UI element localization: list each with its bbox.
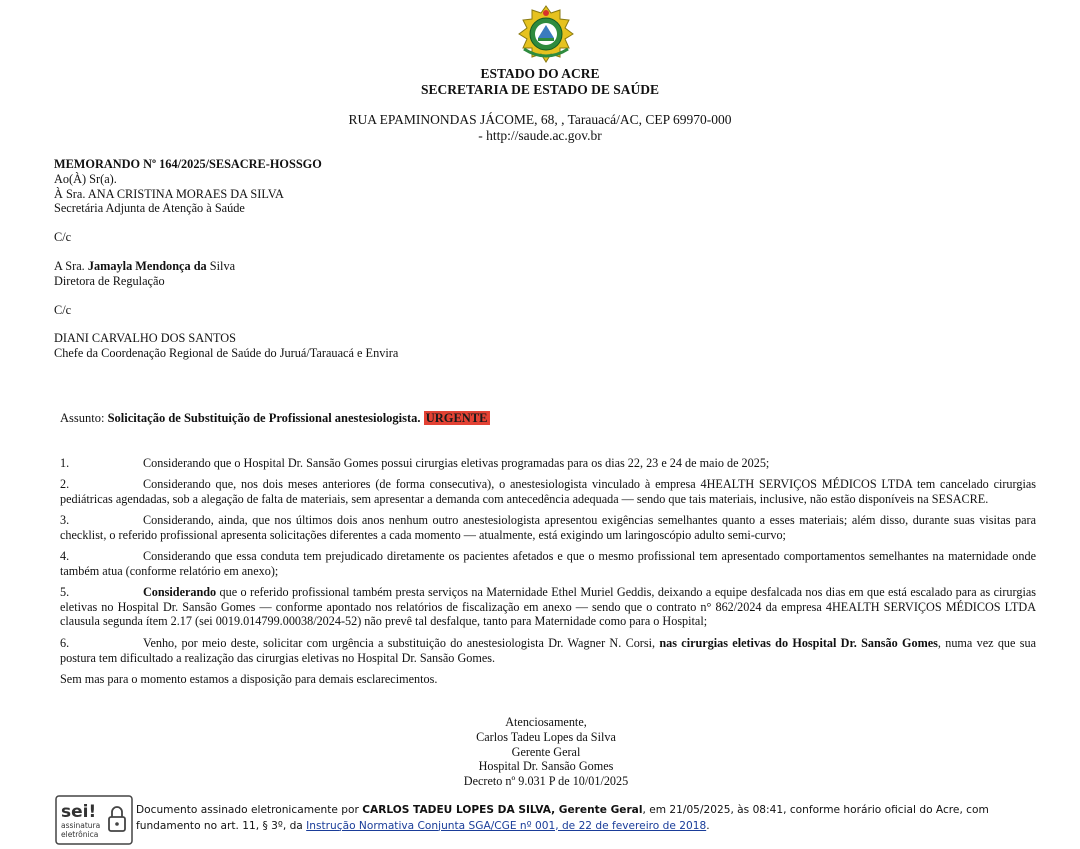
paragraph-3: 3. Considerando, ainda, que nos últimos dois anos nenhum outro anestesiologista apresentou exigências semelhantes quanto a esses materiais; além disso, durante suas visitas para checklist, o referido profissional apresenta solicitações diferentes a cada momento — atualmente, está exigindo um laringoscópio adulto semi-curvo; [60,513,1036,542]
paragraph-5: 5. Considerando que o referido profissional também presta serviços na Maternidade Ethel Muriel Geddis, deixando a equipe desfalcada nos dias em que está escalado para as cirurgias eletivas no Hospital Dr. Sansão Gomes — conforme apontado nos relatórios de fiscalização em anexo — sendo que o contrato n° 862/2024 da empresa 4HEALTH SERVIÇOS MÉDICOS LTDA clausula segunda ítem 2.17 (sei 0019.014799.00038/2024-52) não prevê tal desfalque, tanto para Maternidade como para o Hospital; [60,585,1036,628]
cc2-name: DIANI CARVALHO DOS SANTOS [54,331,237,345]
state-title: ESTADO DO ACRE [480,66,600,81]
signer-name: Carlos Tadeu Lopes da Silva [476,729,616,744]
secretariat-title: SECRETARIA DE ESTADO DE SAÚDE [420,82,660,97]
svg-text:eletrônica: eletrônica [61,830,99,839]
cc2-block [54,331,398,361]
cc1-name: A Sra. Jamayla Mendonça da Silva [54,259,236,273]
subject-line: Assunto: Solicitação de Substituição de Profissional anestesiologista. URGENTE [60,411,488,425]
cc1-role: Diretora de Regulação [54,273,165,288]
website: - http://saude.ac.gov.br [478,128,602,143]
paragraph-4: 4. Considerando que essa conduta tem prejudicado diretamente os pacientes afetados e que o mesmo profissional tem apresentado comportamentos semelhantes na maternidade onde também atua (conforme relatório em anexo); [60,549,1036,578]
recipient-role: Secretária Adjunta de Atenção à Saúde [54,201,245,216]
paragraph-1: 1. Considerando que o Hospital Dr. Sansão Gomes possui cirurgias eletivas programadas para os dias 22, 23 e 24 de maio de 2025; [60,456,770,470]
signer-title: Gerente Geral [511,744,581,759]
greeting: Atenciosamente, [505,715,587,729]
svg-text:assinatura: assinatura [61,821,101,830]
urgent-badge: URGENTE [425,411,488,425]
cc1-block [54,259,235,289]
signature-block [386,715,706,789]
recipient-name: À Sra. ANA CRISTINA MORAES DA SILVA [54,186,284,201]
cc-label-1: C/c [54,230,72,244]
normative-instruction-link[interactable]: Instrução Normativa Conjunta SGA/CGE nº 001, de 22 de fevereiro de 2018 [306,819,707,832]
address: RUA EPAMINONDAS JÁCOME, 68, , Tarauacá/AC, CEP 69970-000 [348,112,732,127]
cc-label-2: C/c [54,303,72,317]
paragraph-6: 6. Venho, por meio deste, solicitar com urgência a substituição do anestesiologista Dr. Wagner N. Corsi, nas cirurgias eletivas do Hospital Dr. Sansão Gomes, numa vez que sua postura tem dificultado a realização das cirurgias eletivas no Hospital Dr. Sansão Gomes. [60,636,1036,665]
to-prefix: Ao(À) Sr(a). [54,171,117,186]
cc2-role: Chefe da Coordenação Regional de Saúde do Juruá/Tarauacá e Envira [54,345,399,360]
closing-remark: Sem mas para o momento estamos a disposição para demais esclarecimentos. [60,672,438,686]
electronic-signature-text: Documento assinado eletronicamente por CARLOS TADEU LOPES DA SILVA, Gerente Geral, em 21/05/2025, às 08:41, conforme horário oficial do Acre, com fundamento no art. 11, § 3º, da Instrução Normativa Conjunta SGA/CGE nº 001, de 22 de fevereiro de 2018. [136,804,989,832]
svg-text:sei!: sei! [61,802,97,822]
signer-decree: Decreto nº 9.031 P de 10/01/2025 [463,774,629,789]
signer-unit: Hospital Dr. Sansão Gomes [478,759,614,774]
paragraph-2: 2. Considerando que, nos dois meses anteriores (de forma consecutiva), o anestesiologista vinculado à empresa 4HEALTH SERVIÇOS MÉDICOS LTDA tem cancelado cirurgias pediátricas agendadas, sob a alegação de falta de materiais, sem apresentar a demanda com antecedência adequada — sendo que tais materiais, inclusive, não estão disponíveis na SESACRE. [60,477,1036,506]
coat-of-arms-icon [516,5,576,63]
memo-number: MEMORANDO Nº 164/2025/SESACRE-HOSSGO [54,157,322,171]
addressee-block [54,157,322,216]
sei-signature-seal-icon [55,795,133,845]
